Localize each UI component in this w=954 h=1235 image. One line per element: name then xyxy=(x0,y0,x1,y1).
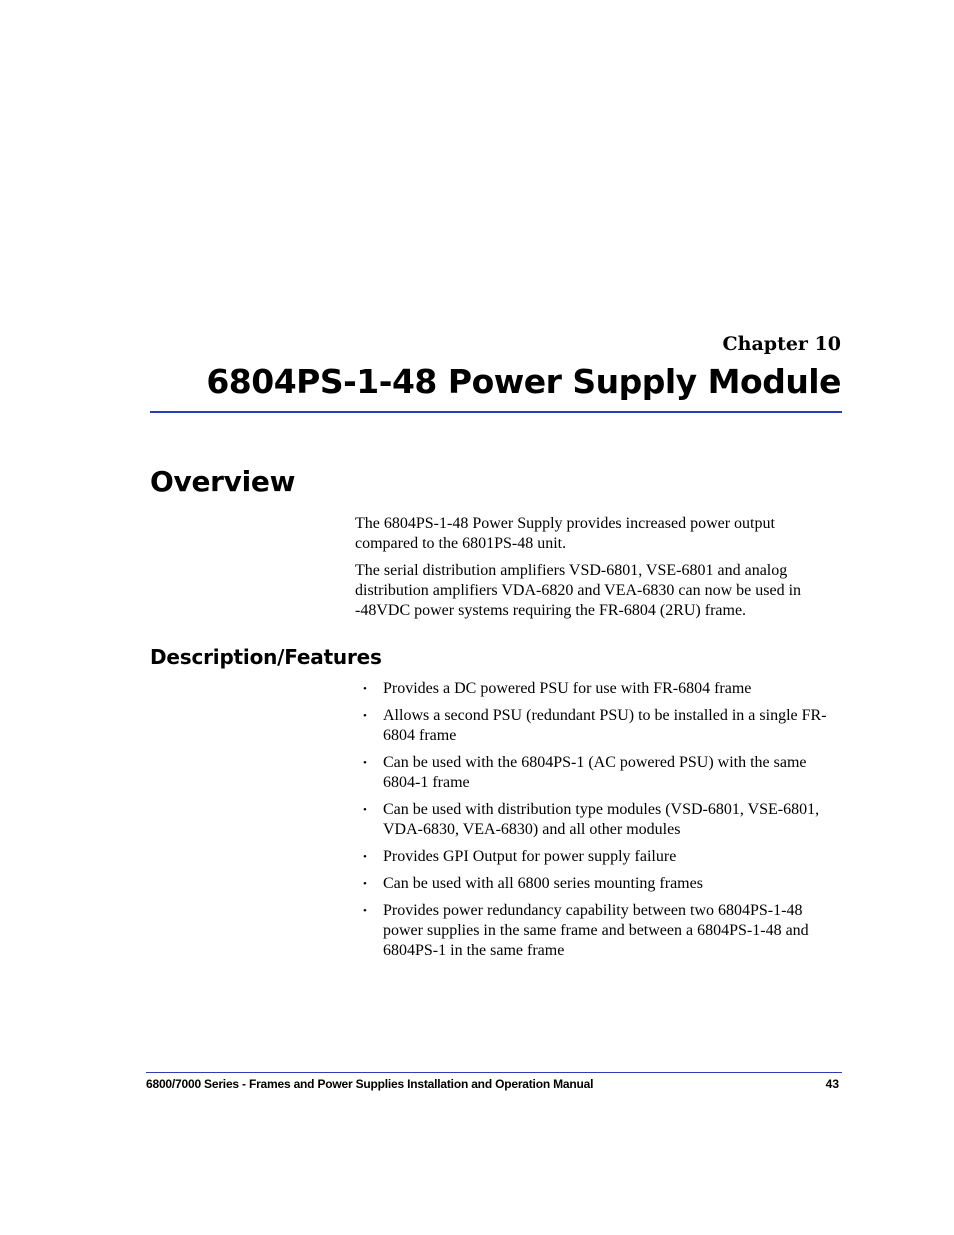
feature-text: Allows a second PSU (redundant PSU) to be installed in a single FR-6804 frame xyxy=(383,707,827,744)
feature-text: Provides a DC powered PSU for use with FR-6804 frame xyxy=(383,680,752,697)
bullet-icon: • xyxy=(363,878,367,890)
feature-item xyxy=(355,679,845,699)
bullet-icon: • xyxy=(363,710,367,722)
title-divider xyxy=(150,411,842,413)
feature-text: Can be used with distribution type modules (VSD-6801, VSE-6801, VDA-6830, VEA-6830) and all other modules xyxy=(383,801,820,838)
overview-heading: Overview xyxy=(150,465,296,498)
overview-paragraph-1: The 6804PS-1-48 Power Supply provides increased power output compared to the 6801PS-48 unit. xyxy=(355,515,775,552)
feature-item xyxy=(355,874,845,894)
chapter-title: 6804PS-1-48 Power Supply Module xyxy=(206,362,841,401)
feature-text: Provides GPI Output for power supply failure xyxy=(383,848,677,865)
footer-manual-title: 6800/7000 Series - Frames and Power Supplies Installation and Operation Manual xyxy=(146,1077,594,1091)
feature-text: Provides power redundancy capability between two 6804PS-1-48 power supplies in the same frame and between a 6804PS-1-48 and 6804PS-1 in the same frame xyxy=(383,902,809,959)
feature-item xyxy=(355,753,845,793)
chapter-label: Chapter 10 xyxy=(722,333,841,355)
bullet-icon: • xyxy=(363,804,367,816)
bullet-icon: • xyxy=(363,757,367,769)
features-list xyxy=(355,679,845,968)
feature-item xyxy=(355,901,845,961)
bullet-icon: • xyxy=(363,905,367,917)
feature-item xyxy=(355,800,845,840)
bullet-icon: • xyxy=(363,851,367,863)
feature-text: Can be used with all 6800 series mounting frames xyxy=(383,875,703,892)
page-number: 43 xyxy=(825,1077,839,1091)
feature-item xyxy=(355,706,845,746)
footer-divider xyxy=(146,1072,842,1073)
feature-text: Can be used with the 6804PS-1 (AC powered PSU) with the same 6804-1 frame xyxy=(383,754,807,791)
features-heading: Description/Features xyxy=(150,645,382,669)
bullet-icon: • xyxy=(363,683,367,695)
feature-item xyxy=(355,847,845,867)
overview-paragraph-2: The serial distribution amplifiers VSD-6801, VSE-6801 and analog distribution amplifiers VDA-6820 and VEA-6830 can now be used in -48VDC power systems requiring the FR-6804 (2RU) frame. xyxy=(355,562,802,619)
